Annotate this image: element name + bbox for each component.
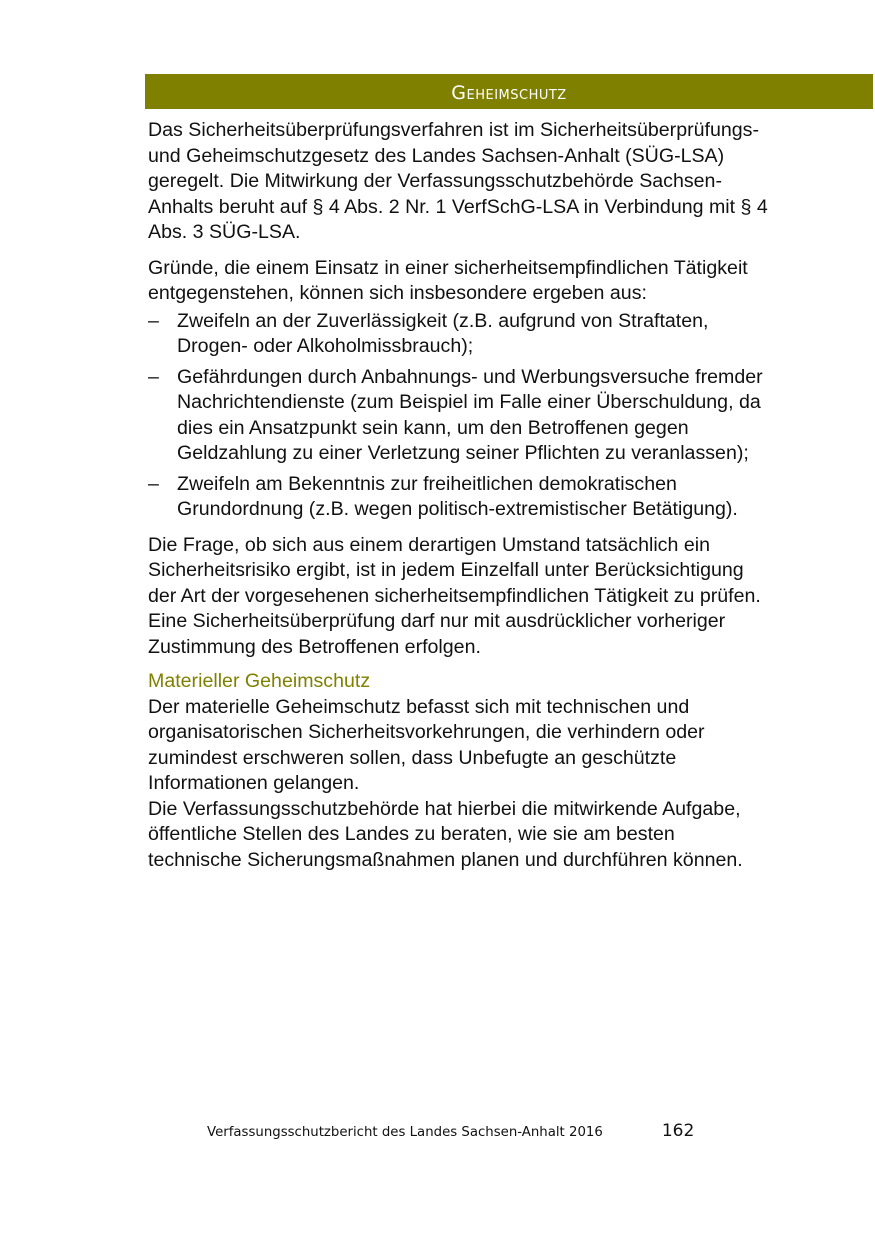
list-item [148, 472, 768, 523]
paragraph-intro: Das Sicherheitsüberprüfungsverfahren ist im Sicherheitsüberprüfungs- und Geheimschutzgesetz des Landes Sachsen-Anhalt (SÜG-LSA) geregelt. Die Mitwirkung der Verfassungsschutzbehörde Sachsen-Anhalts beruht auf § 4 Abs. 2 Nr. 1 VerfSchG-LSA in Verbindung mit § 4 Abs. 3 SÜG-LSA. [148, 119, 768, 243]
paragraph-reasons: Gründe, die einem Einsatz in einer sicherheitsempfindlichen Tätigkeit entgegenstehen, können sich insbesondere ergeben aus: [148, 256, 748, 304]
list-dash: – [148, 365, 159, 388]
list-item-text: Gefährdungen durch Anbahnungs- und Werbungsversuche fremder Nachrichtendienste (zum Beispiel im Falle einer Überschuldung, da dies ein Ansatzpunkt sein kann, um den Betroffenen gegen Geldzahlung zu einer Verletzung seiner Pflichten zu veranlassen); [177, 365, 763, 464]
paragraph-material-protection: Der materielle Geheimschutz befasst sich mit technischen und organisatorischen Sicherheitsvorkehrungen, die verhindern oder zumindest erschweren sollen, dass Unbefugte an geschützte Informationen gelangen. [148, 695, 705, 794]
subsection-heading: Materieller Geheimschutz [148, 670, 371, 692]
list-item [148, 309, 768, 360]
page-number: 162 [661, 1121, 695, 1141]
main-content [148, 118, 768, 873]
paragraph-risk-check: Die Frage, ob sich aus einem derartigen Umstand tatsächlich ein Sicherheitsrisiko ergibt, ist in jedem Einzelfall unter Berücksichtigung der Art der vorgesehenen sicherheitsempfindlichen Tätigkeit zu prüfen. [148, 533, 761, 607]
list-item-text: Zweifeln am Bekenntnis zur freiheitlichen demokratischen Grundordnung (z.B. wegen politisch-extremistischer Betätigung). [177, 472, 738, 520]
list-item-text: Zweifeln an der Zuverlässigkeit (z.B. aufgrund von Straftaten, Drogen- oder Alkoholmissbrauch); [177, 309, 709, 357]
paragraph-consent: Eine Sicherheitsüberprüfung darf nur mit ausdrücklicher vorheriger Zustimmung des Betroffenen erfolgen. [148, 610, 726, 658]
reasons-list [148, 309, 768, 523]
list-dash: – [148, 472, 159, 495]
footer-report-title: Verfassungsschutzbericht des Landes Sachsen-Anhalt 2016 [207, 1125, 603, 1140]
list-dash: – [148, 309, 159, 332]
page-footer [207, 1121, 707, 1141]
paragraph-authority-role: Die Verfassungsschutzbehörde hat hierbei die mitwirkende Aufgabe, öffentliche Stellen des Landes zu beraten, wie sie am besten technische Sicherungsmaßnahmen planen und durchführen können. [148, 797, 743, 871]
section-title: Geheimschutz [451, 81, 567, 104]
section-header-bar [145, 74, 873, 109]
list-item [148, 365, 768, 467]
